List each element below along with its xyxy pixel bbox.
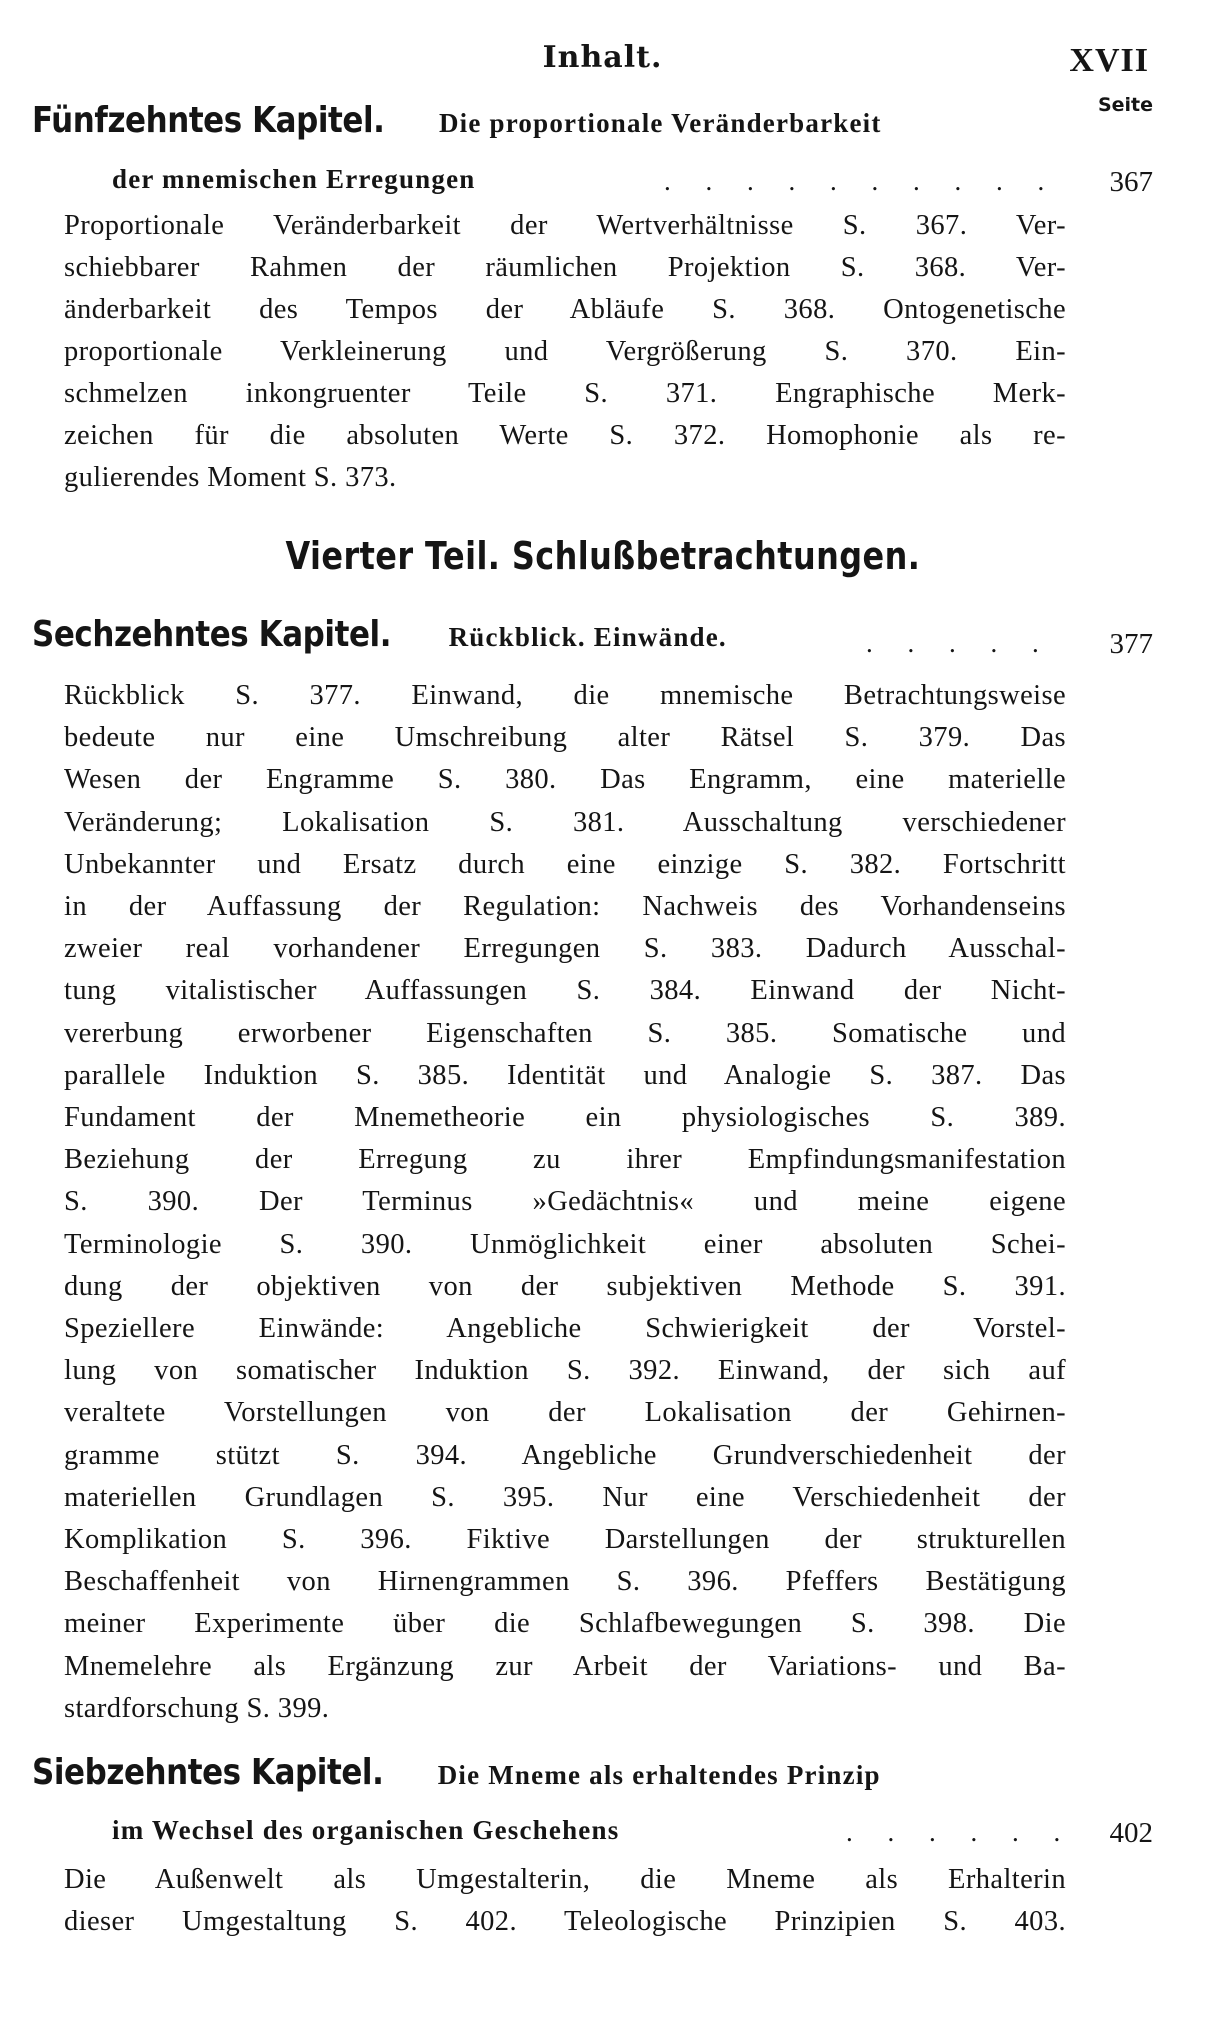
summary-line: Veränderung; Lokalisation S. 381. Ausschaltung verschiedener [64,806,1066,838]
summary-line: schmelzen inkongruenter Teile S. 371. Engraphische Merk- [64,378,1066,409]
summary-line: Terminologie S. 390. Unmöglichkeit einer absoluten Schei- [64,1228,1066,1260]
chapter-15-title-cont: der mnemischen Erregungen [112,164,476,194]
summary-line: materiellen Grundlagen S. 395. Nur eine Verschiedenheit der [64,1481,1066,1513]
chapter-17-leader-dots: . . . . . . [846,1817,1075,1847]
chapter-16-leader-dots: . . . . . [866,628,1053,658]
summary-line: Unbekannter und Ersatz durch eine einzige S. 382. Fortschritt [64,848,1066,880]
chapter-16-title: Rückblick. Einwände. [448,622,727,652]
summary-line: Beschaffenheit von Hirnengrammen S. 396. Pfeffers Bestätigung [64,1566,1066,1598]
summary-line: Komplikation S. 396. Fiktive Darstellungen der strukturellen [64,1524,1066,1555]
summary-line: gulierendes Moment S. 373. [64,462,397,493]
summary-line: Speziellere Einwände: Angebliche Schwierigkeit der Vorstel- [64,1313,1066,1344]
chapter-15-leader-dots: . . . . . . . . . . [664,166,1059,196]
summary-line: dung der objektiven von der subjektiven Methode S. 391. [64,1270,1066,1302]
summary-line: Mnemelehre als Ergänzung zur Arbeit der Variations- und Ba- [64,1650,1066,1682]
summary-line: änderbarkeit des Tempos der Abläufe S. 368. Ontogenetische [64,294,1066,325]
chapter-17-title-cont: im Wechsel des organischen Geschehens [112,1815,620,1845]
chapter-15-page: 367 [1109,166,1153,198]
summary-line: vererbung erworbener Eigenschaften S. 385. Somatische und [64,1017,1066,1049]
summary-line: dieser Umgestaltung S. 402. Teleologische Prinzipien S. 403. [64,1906,1066,1937]
summary-line: Proportionale Veränderbarkeit der Wertverhältnisse S. 367. Ver- [64,210,1066,241]
summary-line: parallele Induktion S. 385. Identität und Analogie S. 387. Das [64,1059,1066,1091]
summary-line: in der Auffassung der Regulation: Nachweis des Vorhandenseins [64,891,1066,922]
chapter-17-title-line-2 [112,1815,619,1846]
summary-line: S. 390. Der Terminus »Gedächtnis« und meine eigene [64,1186,1066,1218]
summary-line: meiner Experimente über die Schlafbewegungen S. 398. Die [64,1608,1066,1640]
chapter-17-heading-line [32,1752,881,1793]
summary-line: gramme stützt S. 394. Angebliche Grundverschiedenheit der [64,1439,1066,1471]
summary-line: Die Außenwelt als Umgestalterin, die Mneme als Erhalterin [64,1864,1066,1895]
chapter-16-heading-line [32,614,727,655]
running-title: Inhalt. [542,40,663,75]
chapter-15-heading-line [32,100,882,141]
chapter-17-title: Die Mneme als erhaltendes Prinzip [437,1760,881,1790]
summary-line: Beziehung der Erregung zu ihrer Empfindungsmanifestation [64,1144,1066,1176]
summary-line: zeichen für die absoluten Werte S. 372. Homophonie als re- [64,420,1066,451]
summary-line: tung vitalistischer Auffassungen S. 384. Einwand der Nicht- [64,975,1066,1007]
summary-line: bedeute nur eine Umschreibung alter Rätsel S. 379. Das [64,722,1066,754]
summary-line: proportionale Verkleinerung und Vergrößerung S. 370. Ein- [64,336,1066,367]
chapter-16-page: 377 [1109,628,1153,660]
summary-line: zweier real vorhandener Erregungen S. 383. Dadurch Ausschal- [64,933,1066,965]
part-4-heading: Vierter Teil. Schlußbetrachtungen. [285,534,920,578]
summary-line: Rückblick S. 377. Einwand, die mnemische Betrachtungsweise [64,680,1066,711]
chapter-15-title-line-2 [112,164,476,195]
chapter-15-heading: Fünfzehntes Kapitel. [32,100,385,141]
summary-line: schiebbarer Rahmen der räumlichen Projektion S. 368. Ver- [64,252,1066,283]
part-heading [0,534,1205,578]
chapter-17-heading: Siebzehntes Kapitel. [32,1752,384,1793]
summary-line: veraltete Vorstellungen von der Lokalisation der Gehirnen- [64,1397,1066,1429]
summary-line: Wesen der Engramme S. 380. Das Engramm, eine materielle [64,764,1066,796]
chapter-17-page: 402 [1109,1817,1153,1849]
page-number: XVII [1069,42,1149,79]
summary-line: Fundament der Mnemetheorie ein physiologisches S. 389. [64,1102,1066,1133]
page-column-label: Seite [1097,94,1153,116]
summary-line: stardforschung S. 399. [64,1692,330,1724]
chapter-16-heading: Sechzehntes Kapitel. [32,614,392,655]
summary-line: lung von somatischer Induktion S. 392. Einwand, der sich auf [64,1355,1066,1387]
chapter-15-title: Die proportionale Veränderbarkeit [438,108,882,138]
